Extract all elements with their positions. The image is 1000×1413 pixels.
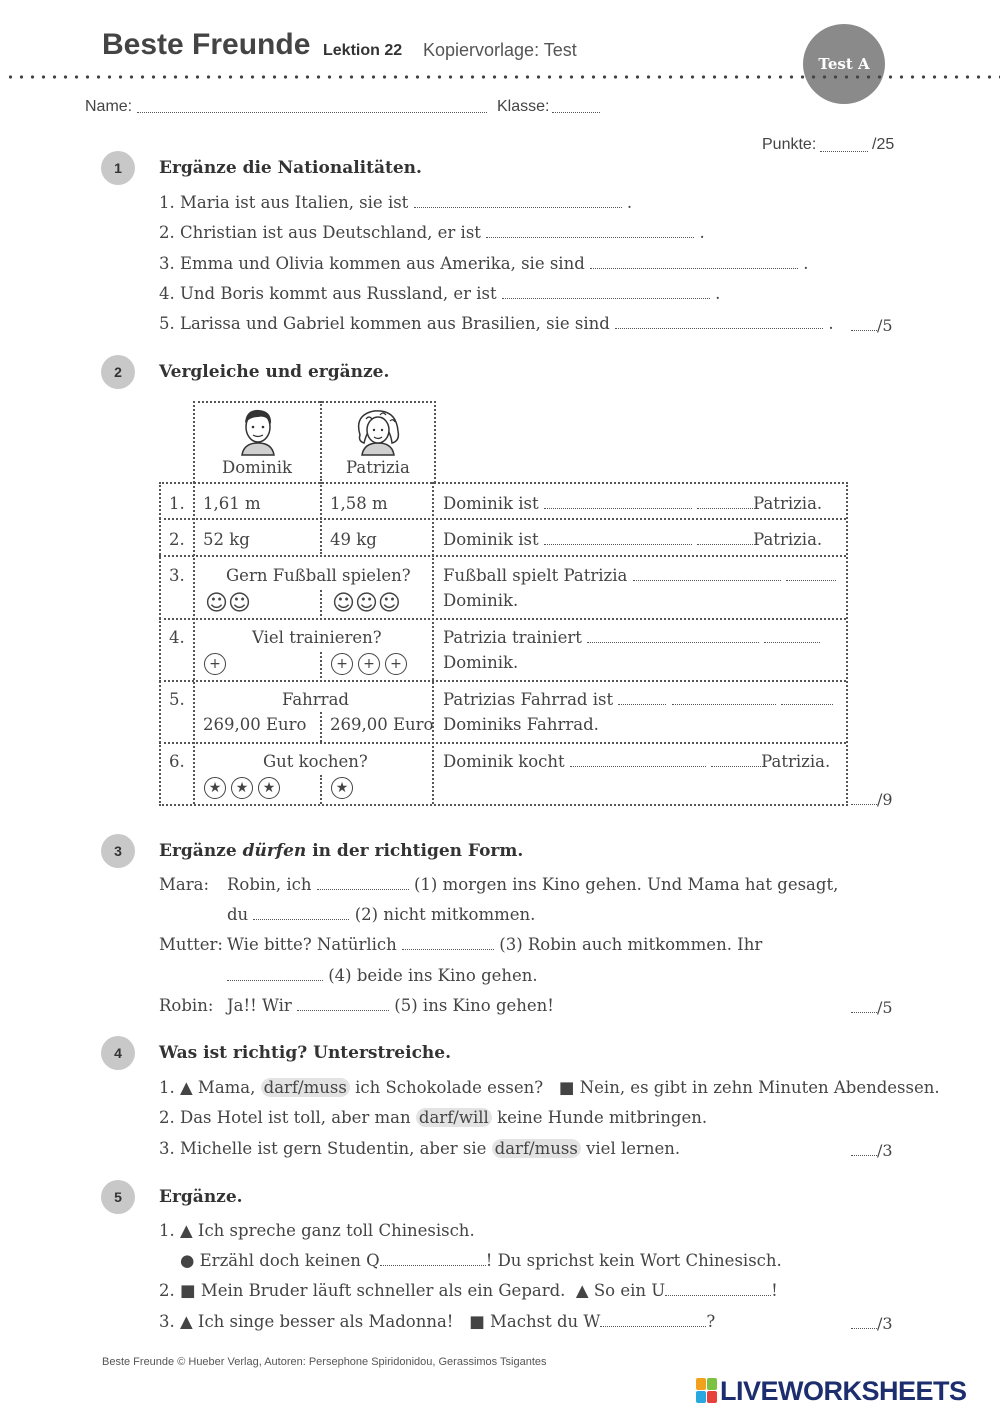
liveworksheets-logo: LIVEWORKSHEETS <box>696 1376 967 1407</box>
list-item: 2. Das Hotel ist toll, aber man darf/will keine Hunde mitbringen. <box>159 1108 708 1127</box>
patrizia-value: 1,58 m <box>330 494 388 513</box>
column-divider <box>320 590 322 620</box>
smiley-icon: ☺ <box>205 591 228 616</box>
patrizia-portrait <box>350 405 406 457</box>
dialogue-line: du (2) nicht mitkommen. <box>227 905 536 924</box>
exercise-heading: Ergänze die Nationalitäten. <box>159 158 422 178</box>
choice-option[interactable]: darf/muss <box>492 1139 581 1158</box>
answer-blank[interactable] <box>502 284 710 299</box>
exercise-heading: Ergänze. <box>159 1187 243 1207</box>
star-icon: ★ <box>331 777 353 799</box>
exercise-number: 4 <box>101 1036 135 1070</box>
exercise-score: /3 <box>851 1141 893 1160</box>
answer-blank[interactable] <box>402 935 494 950</box>
speaker-label: Mutter: <box>159 935 223 954</box>
column-divider <box>320 775 322 804</box>
plus-icon: + <box>385 653 407 675</box>
score-blank[interactable] <box>851 1143 877 1156</box>
copy-template-label: Kopiervorlage: Test <box>423 40 577 60</box>
header-divider <box>5 74 1000 80</box>
list-item: 2. ■ Mein Bruder läuft schneller als ein Gepard. ▲ So ein U ! <box>159 1281 778 1300</box>
row-question: Fahrrad <box>282 690 349 709</box>
column-divider <box>320 652 322 682</box>
plus-icon: + <box>358 653 380 675</box>
exercise-score: /3 <box>851 1314 893 1333</box>
exercise-number: 1 <box>101 151 135 185</box>
plus-icon: + <box>204 653 226 675</box>
row-number: 4. <box>169 628 185 647</box>
class-field[interactable] <box>552 112 600 113</box>
row-number: 2. <box>169 530 185 549</box>
sentence-row: Patrizias Fahrrad ist <box>443 690 833 709</box>
score-blank[interactable] <box>851 1000 877 1013</box>
star-icon: ★ <box>204 777 226 799</box>
answer-blank[interactable] <box>297 996 389 1011</box>
exercise-heading: Was ist richtig? Unterstreiche. <box>159 1043 452 1063</box>
list-item: ● Erzähl doch keinen Q ! Du sprichst kein Wort Chinesisch. <box>180 1251 782 1270</box>
sentence-row: Dominik ist Patrizia. <box>443 494 823 513</box>
star-icon: ★ <box>258 777 280 799</box>
list-item: 4. Und Boris kommt aus Russland, er ist . <box>159 284 721 303</box>
answer-blank[interactable] <box>615 314 823 329</box>
dialogue-line: Robin, ich (1) morgen ins Kino gehen. Und Mama hat gesagt, <box>227 875 839 894</box>
points-label: Punkte: <box>762 136 817 153</box>
answer-blank[interactable] <box>781 690 833 705</box>
points-total: /25 <box>872 136 895 153</box>
answer-blank[interactable] <box>544 530 692 545</box>
choice-option[interactable]: darf/will <box>416 1108 492 1127</box>
answer-blank[interactable] <box>544 494 692 509</box>
answer-blank[interactable] <box>618 690 666 705</box>
smiley-rating-patrizia <box>332 591 401 616</box>
list-item: 3. ▲ Ich singe besser als Madonna! ■ Machst du W ? <box>159 1312 716 1331</box>
list-item: 1. Maria ist aus Italien, sie ist . <box>159 193 633 212</box>
row-question: Gern Fußball spielen? <box>226 566 411 585</box>
sentence-row-end: Dominiks Fahrrad. <box>443 715 599 734</box>
list-item: 3. Emma und Olivia kommen aus Amerika, sie sind . <box>159 254 809 273</box>
row-divider <box>159 555 846 557</box>
row-divider <box>159 742 846 744</box>
speaker-label: Robin: <box>159 996 214 1015</box>
sentence-row-end: Dominik. <box>443 653 519 672</box>
star-rating-dominik <box>204 777 285 799</box>
score-blank[interactable] <box>851 792 877 805</box>
copyright-footer: Beste Freunde © Hueber Verlag, Autoren: Persephone Spiridonidou, Gerassimos Tsigantes <box>102 1356 547 1368</box>
exercise-number: 3 <box>101 834 135 868</box>
sentence-row: Dominik kocht Patrizia. <box>443 752 831 771</box>
choice-option[interactable]: darf/muss <box>261 1078 350 1097</box>
answer-blank[interactable] <box>587 628 759 643</box>
answer-blank[interactable] <box>380 1251 486 1266</box>
worksheet-title: Beste Freunde <box>102 28 311 61</box>
row-question: Gut kochen? <box>263 752 368 771</box>
list-item: 5. Larissa und Gabriel kommen aus Brasilien, sie sind . <box>159 314 834 333</box>
column-divider <box>432 482 434 804</box>
points-field[interactable] <box>820 151 868 152</box>
column-divider <box>193 482 195 804</box>
dominik-value: 269,00 Euro <box>203 715 307 734</box>
answer-blank[interactable] <box>590 254 798 269</box>
dominik-value: 52 kg <box>203 530 250 549</box>
answer-blank[interactable] <box>786 566 836 581</box>
dominik-portrait <box>232 405 284 457</box>
answer-blank[interactable] <box>672 690 776 705</box>
exercise-heading: Vergleiche und ergänze. <box>159 362 390 382</box>
star-rating-patrizia <box>331 777 358 799</box>
answer-blank[interactable] <box>665 1281 771 1296</box>
dominik-label: Dominik <box>222 458 292 477</box>
sentence-row: Patrizia trainiert <box>443 628 820 647</box>
sentence-row: Fußball spielt Patrizia <box>443 566 836 585</box>
answer-blank[interactable] <box>227 966 323 981</box>
answer-blank[interactable] <box>486 223 694 238</box>
answer-blank[interactable] <box>633 566 781 581</box>
answer-blank[interactable] <box>697 530 753 545</box>
exercise-score: /9 <box>851 790 893 809</box>
answer-blank[interactable] <box>414 193 622 208</box>
score-blank[interactable] <box>851 1316 877 1329</box>
exercise-heading: Ergänze dürfen in der richtigen Form. <box>159 841 524 861</box>
plus-icon: + <box>331 653 353 675</box>
name-label: Name: <box>85 98 133 115</box>
row-number: 1. <box>169 494 185 513</box>
dialogue-line: Wie bitte? Natürlich (3) Robin auch mitkommen. Ihr <box>227 935 763 954</box>
row-divider <box>159 680 846 682</box>
row-number: 6. <box>169 752 185 771</box>
exercise-number: 2 <box>101 355 135 389</box>
star-icon: ★ <box>231 777 253 799</box>
list-item: 1. ▲ Mama, darf/muss ich Schokolade essen? ■ Nein, es gibt in zehn Minuten Abendessen. <box>159 1078 940 1097</box>
row-number: 5. <box>169 690 185 709</box>
patrizia-value: 269,00 Euro <box>330 715 434 734</box>
test-badge: Test A <box>803 24 885 104</box>
plus-rating-patrizia <box>331 653 412 675</box>
row-divider <box>159 618 846 620</box>
exercise-score: /5 <box>851 316 893 335</box>
smiley-icon: ☺ <box>332 591 355 616</box>
name-field[interactable] <box>137 112 487 113</box>
smiley-rating-dominik <box>205 591 251 616</box>
sentence-row: Dominik ist Patrizia. <box>443 530 823 549</box>
sentence-row-end: Dominik. <box>443 591 519 610</box>
score-blank[interactable] <box>851 318 877 331</box>
plus-rating-dominik <box>204 653 231 675</box>
exercise-score: /5 <box>851 998 893 1017</box>
dialogue-line: (4) beide ins Kino gehen. <box>227 966 538 985</box>
exercise-number: 5 <box>101 1180 135 1214</box>
smiley-icon: ☺ <box>377 591 401 616</box>
column-divider <box>320 712 322 742</box>
class-label: Klasse: <box>497 98 550 115</box>
list-item: 2. Christian ist aus Deutschland, er ist . <box>159 223 705 242</box>
answer-blank[interactable] <box>317 875 409 890</box>
row-number: 3. <box>169 566 185 585</box>
dominik-value: 1,61 m <box>203 494 261 513</box>
liveworksheets-icon <box>696 1378 718 1404</box>
list-item: 1. ▲ Ich spreche ganz toll Chinesisch. <box>159 1221 475 1240</box>
answer-blank[interactable] <box>697 494 753 509</box>
answer-blank[interactable] <box>253 905 349 920</box>
column-divider <box>320 401 322 481</box>
list-item: 3. Michelle ist gern Studentin, aber sie darf/muss viel lernen. <box>159 1139 681 1158</box>
lesson-label: Lektion 22 <box>323 42 403 59</box>
row-question: Viel trainieren? <box>252 628 382 647</box>
smiley-icon: ☺ <box>227 591 251 616</box>
answer-blank[interactable] <box>570 752 706 767</box>
patrizia-value: 49 kg <box>330 530 377 549</box>
answer-blank[interactable] <box>764 628 820 643</box>
row-divider <box>159 518 846 520</box>
smiley-icon: ☺ <box>354 591 378 616</box>
speaker-label: Mara: <box>159 875 210 894</box>
patrizia-label: Patrizia <box>346 458 410 477</box>
dialogue-line: Ja!! Wir (5) ins Kino gehen! <box>227 996 554 1015</box>
answer-blank[interactable] <box>600 1312 706 1327</box>
answer-blank[interactable] <box>711 752 761 767</box>
